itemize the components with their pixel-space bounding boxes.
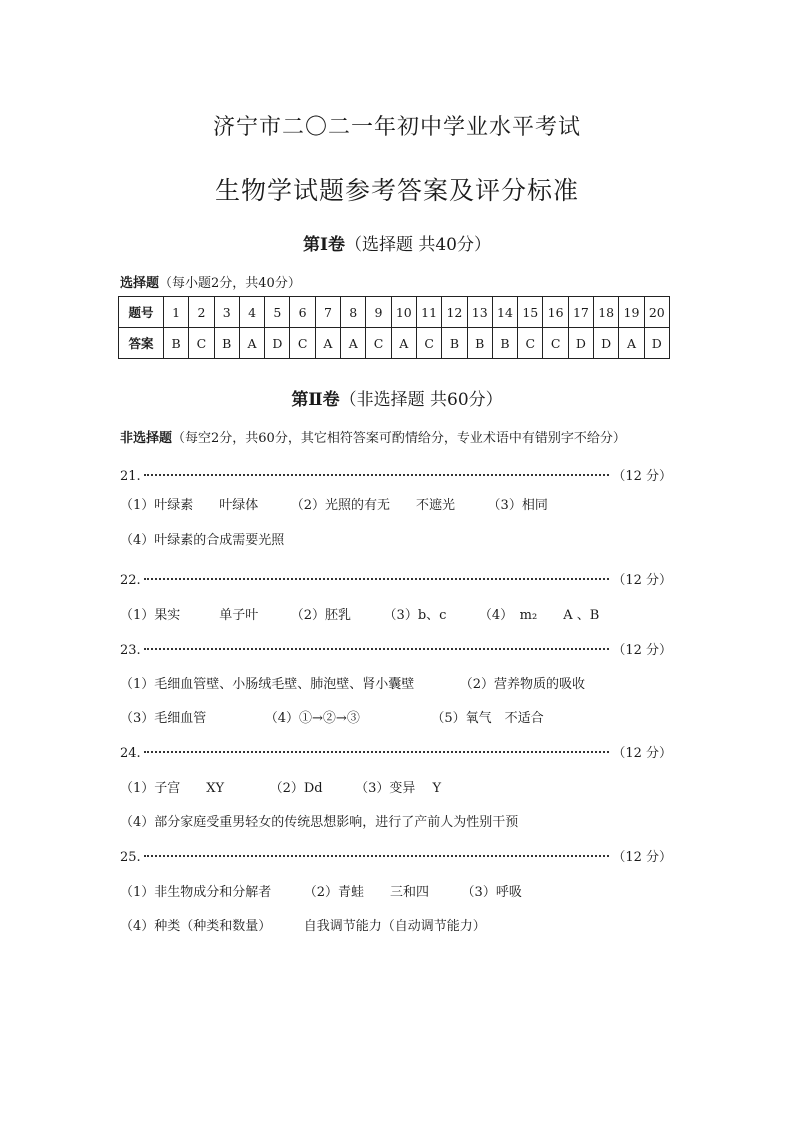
question-number: 14 <box>492 297 517 328</box>
answer-cell: C <box>518 328 543 359</box>
answer-line: （1）非生物成分和分解者 （2）青蛙 三和四 （3）呼吸 <box>120 885 522 900</box>
question-number: 20 <box>644 297 669 328</box>
question-number: 15 <box>518 297 543 328</box>
question-points: （12 分） <box>612 746 672 761</box>
question-number-label: 25. <box>120 850 141 865</box>
question-number: 16 <box>543 297 568 328</box>
nonchoice-note-label: 非选择题 <box>120 431 173 446</box>
answer-line: （4）叶绿素的合成需要光照 <box>120 533 285 548</box>
question-number: 11 <box>416 297 441 328</box>
dot-leader <box>144 751 610 753</box>
part-2-label: 第Ⅱ卷 <box>291 390 340 410</box>
title-line-1: 济宁市二〇二一年初中学业水平考试 <box>212 115 581 140</box>
question-number: 10 <box>391 297 416 328</box>
question-number: 19 <box>619 297 644 328</box>
answer-line: （3）毛细血管 （4）①→②→③ （5）氧气 不适合 <box>120 711 544 726</box>
question-21-header <box>120 465 672 484</box>
answer-cell: C <box>543 328 568 359</box>
question-23-header <box>120 639 672 658</box>
question-number: 6 <box>290 297 315 328</box>
title-line-2: 生物学试题参考答案及评分标准 <box>214 176 579 205</box>
question-number-row <box>119 297 670 328</box>
row-header-answer: 答案 <box>119 328 164 359</box>
answer-cell: D <box>594 328 619 359</box>
question-number-label: 22. <box>120 573 141 588</box>
question-number: 9 <box>366 297 391 328</box>
answer-cell: C <box>189 328 214 359</box>
question-number: 12 <box>442 297 467 328</box>
answer-cell: B <box>467 328 492 359</box>
question-number-label: 24. <box>120 746 141 761</box>
question-points: （12 分） <box>612 850 672 865</box>
row-header-number: 题号 <box>119 297 164 328</box>
question-number: 7 <box>315 297 340 328</box>
choice-note-label: 选择题 <box>120 276 160 291</box>
answer-row <box>119 328 670 359</box>
answer-cell: C <box>416 328 441 359</box>
dot-leader <box>144 474 610 476</box>
answer-cell: A <box>391 328 416 359</box>
answer-cell: A <box>341 328 366 359</box>
question-22-header <box>120 569 672 588</box>
question-number: 17 <box>568 297 593 328</box>
answer-cell: B <box>492 328 517 359</box>
question-number: 18 <box>594 297 619 328</box>
question-number-label: 21. <box>120 469 141 484</box>
question-number: 4 <box>239 297 264 328</box>
part-1-desc: （选择题 共40分） <box>344 235 491 255</box>
answer-cell: B <box>442 328 467 359</box>
question-number: 1 <box>164 297 189 328</box>
part-1-heading <box>0 230 794 255</box>
choice-note-desc: （每小题2分，共40分） <box>159 276 301 291</box>
choice-note <box>120 272 301 291</box>
answer-cell: D <box>644 328 669 359</box>
nonchoice-note-desc: （每空2分，共60分，其它相符答案可酌情给分，专业术语中有错别字不给分） <box>172 431 626 446</box>
question-points: （12 分） <box>612 573 672 588</box>
answer-cell: B <box>164 328 189 359</box>
answer-cell: A <box>619 328 644 359</box>
question-points: （12 分） <box>612 469 672 484</box>
dot-leader <box>144 578 610 580</box>
question-24-header <box>120 742 672 761</box>
dot-leader <box>144 855 610 857</box>
answer-line: （1）果实 单子叶 （2）胚乳 （3）b、c （4） m₂ A 、B <box>120 608 600 623</box>
answer-line: （1）毛细血管壁、小肠绒毛壁、肺泡壁、肾小囊壁 （2）营养物质的吸收 <box>120 677 586 692</box>
answer-line: （4）种类（种类和数量） 自我调节能力（自动调节能力） <box>120 919 486 934</box>
nonchoice-note <box>120 427 626 446</box>
answer-cell: D <box>568 328 593 359</box>
question-number: 3 <box>214 297 239 328</box>
part-2-desc: （非选择题 共60分） <box>339 390 503 410</box>
answer-cell: B <box>214 328 239 359</box>
question-points: （12 分） <box>612 643 672 658</box>
answer-line: （1）叶绿素 叶绿体 （2）光照的有无 不遮光 （3）相同 <box>120 498 548 513</box>
answer-line: （4）部分家庭受重男轻女的传统思想影响，进行了产前人为性别干预 <box>120 815 519 830</box>
answer-cell: A <box>315 328 340 359</box>
answer-cell: D <box>265 328 290 359</box>
question-number: 8 <box>341 297 366 328</box>
question-number: 13 <box>467 297 492 328</box>
answer-line: （1）子宫 XY （2）Dd （3）变异 Y <box>120 781 442 796</box>
question-number: 5 <box>265 297 290 328</box>
question-number-label: 23. <box>120 643 141 658</box>
part-2-heading <box>0 385 794 410</box>
answer-cell: C <box>366 328 391 359</box>
dot-leader <box>144 648 610 650</box>
question-number: 2 <box>189 297 214 328</box>
question-25-header <box>120 846 672 865</box>
part-1-label: 第Ⅰ卷 <box>303 235 345 255</box>
answer-table <box>118 296 670 359</box>
answer-cell: C <box>290 328 315 359</box>
answer-cell: A <box>239 328 264 359</box>
